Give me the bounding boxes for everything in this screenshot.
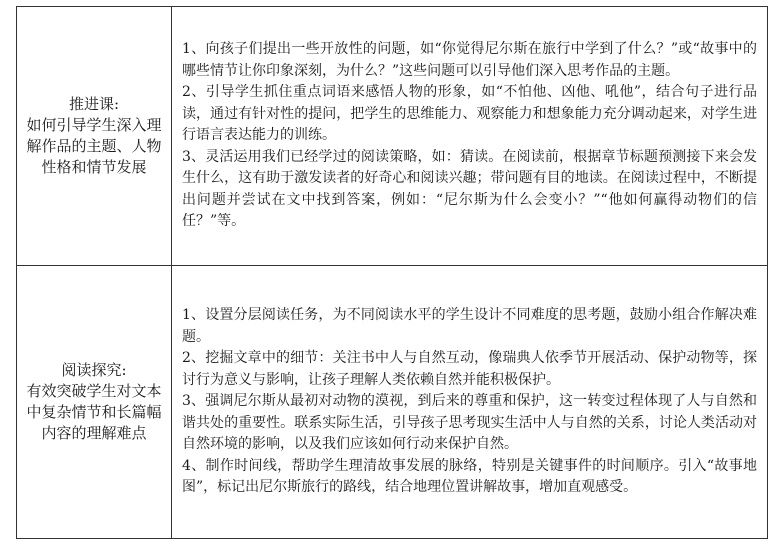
list-item: 2、引导学生抓住重点词语来感悟人物的形象，如“不怕他、凶他、吼他”，结合句子进行品读，通过有针对性的提问，把学生的思维能力、观察能力和想象能力充分调动起来，对学生进行语言表达能力的训练。: [182, 84, 757, 144]
row-content-cell: [172, 266, 768, 539]
lesson-plan-table-container: [16, 6, 768, 538]
table-row: [17, 7, 768, 266]
list-item: 1、向孩子们提出一些开放性的问题，如“你觉得尼尔斯在旅行中学到了什么？”或“故事中的哪些情节让你印象深刻，为什么？”这些问题可以引导他们深入思考作品的主题。: [182, 41, 757, 79]
row-label-cell: [17, 7, 172, 266]
list-item: 1、设置分层阅读任务，为不同阅读水平的学生设计不同难度的思考题，鼓励小组合作解决难题。: [182, 307, 757, 345]
list-item: 2、挖掘文章中的细节：关注书中人与自然互动，像瑞典人依季节开展活动、保护动物等，探讨行为意义与影响，让孩子理解人类依赖自然并能积极保护。: [182, 350, 757, 388]
lesson-plan-table: [16, 6, 768, 539]
row-content-cell: [172, 7, 768, 266]
table-row: [17, 266, 768, 539]
row-title: 阅读探究:: [61, 361, 127, 379]
row-description: 如何引导学生深入理解作品的主题、人物性格和情节发展: [26, 116, 162, 176]
list-item: 3、灵活运用我们已经学过的阅读策略，如：猜读。在阅读前，根据章节标题预测接下来会发生什么，这有助于激发读者的好奇心和阅读兴趣；带问题有目的地读。在阅读过程中，不断提出问题并尝试在文中找到答案，例如：“尼尔斯为什么会变小？”“他如何赢得动物们的信任？”等。: [182, 148, 757, 230]
row-label-cell: [17, 266, 172, 539]
list-item: 3、强调尼尔斯从最初对动物的漠视，到后来的尊重和保护，这一转变过程体现了人与自然和谐共处的重要性。联系实际生活，引导孩子思考现实生活中人与自然的关系，讨论人类活动对自然环境的影响，以及我们应该如何行动来保护自然。: [182, 393, 757, 453]
list-item: 4、制作时间线，帮助学生理清故事发展的脉络，特别是关键事件的时间顺序。引入“故事地图”，标记出尼尔斯旅行的路线，结合地理位置讲解故事，增加直观感受。: [182, 457, 757, 496]
row-description: 有效突破学生对文本中复杂情节和长篇幅内容的理解难点: [26, 382, 162, 442]
row-title: 推进课:: [68, 95, 120, 113]
